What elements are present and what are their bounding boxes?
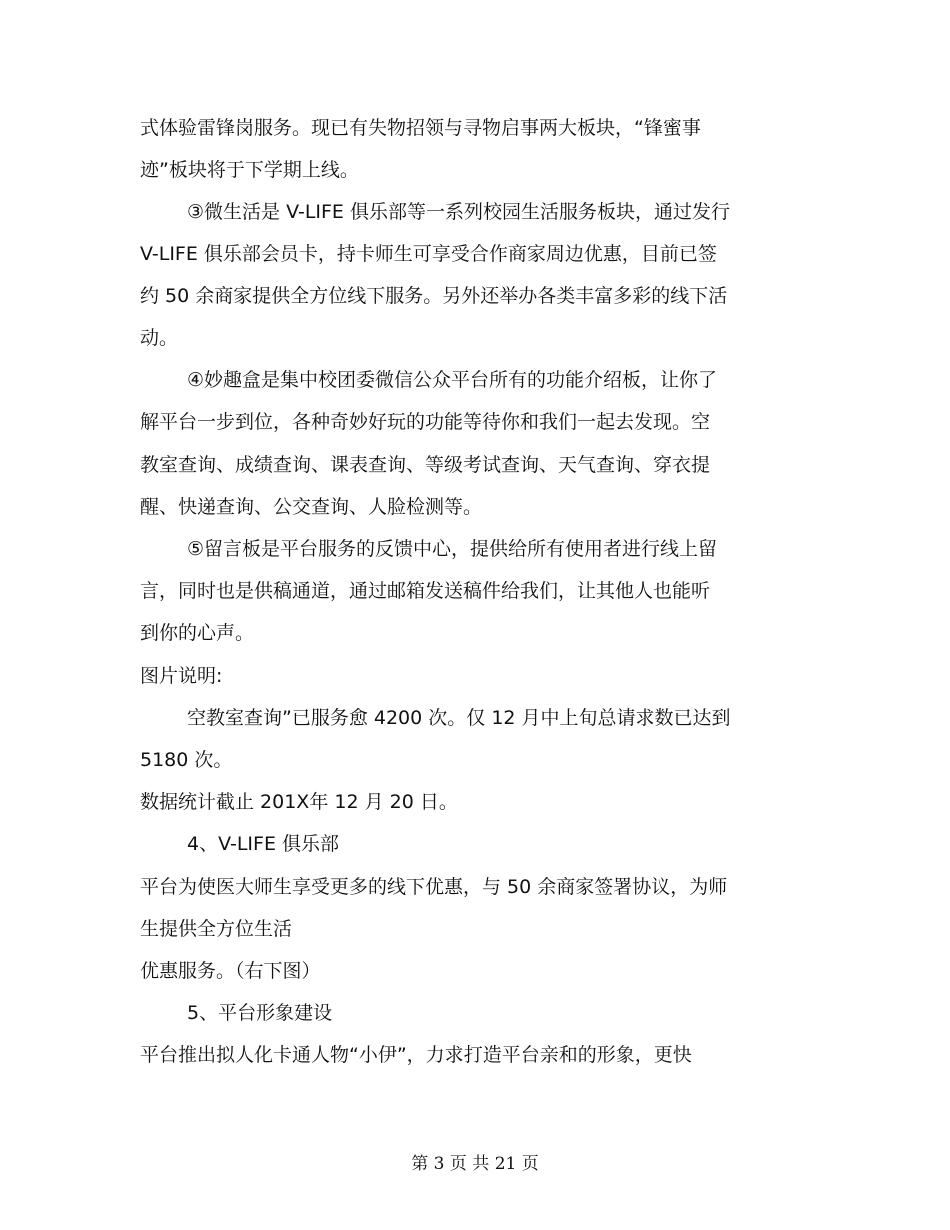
text-line: 教室查询、成绩查询、课表查询、等级考试查询、天气查询、穿衣提: [140, 454, 711, 476]
text-line: 到你的心声。: [140, 622, 255, 644]
page-number: 第 3 页 共 21 页: [411, 1154, 539, 1174]
text-line: 醒、快递查询、公交查询、人脸检测等。: [140, 496, 483, 518]
text-line: 动。: [140, 327, 179, 349]
text-line: 平台推出拟人化卡通人物“小伊”，力求打造平台亲和的形象，更快: [140, 1044, 692, 1066]
text-line: 平台为使医大师生享受更多的线下优惠，与 50 余商家签署协议，为师: [140, 876, 728, 898]
text-line: 生提供全方位生活: [140, 918, 293, 940]
text-line: 约 50 余商家提供全方位线下服务。另外还举办各类丰富多彩的线下活: [140, 285, 728, 307]
text-line: 空教室查询”已服务愈 4200 次。仅 12 月中上旬总请求数已达到: [187, 707, 731, 729]
text-line: ⑤留言板是平台服务的反馈中心，提供给所有使用者进行线上留: [187, 538, 718, 560]
text-line: V-LIFE 俱乐部会员卡，持卡师生可享受合作商家周边优惠，目前已签: [140, 243, 717, 265]
text-line: 式体验雷锋岗服务。现已有失物招领与寻物启事两大板块，“锋蜜事: [140, 117, 701, 139]
text-line: 言，同时也是供稿通道，通过邮箱发送稿件给我们，让其他人也能听: [140, 580, 711, 602]
section-heading: 4、V-LIFE 俱乐部: [187, 833, 339, 855]
text-line: 解平台一步到位，各种奇妙好玩的功能等待你和我们一起去发现。空: [140, 411, 711, 433]
text-line: 优惠服务。（右下图）: [140, 960, 321, 982]
text-line: 迹”板块将于下学期上线。: [140, 159, 359, 181]
text-line: 5180 次。: [140, 749, 233, 771]
text-line: ③微生活是 V-LIFE 俱乐部等一系列校园生活服务板块，通过发行: [187, 201, 730, 223]
text-line: 图片说明:: [140, 665, 223, 687]
section-heading: 5、平台形象建设: [187, 1002, 333, 1024]
text-line: ④妙趣盒是集中校团委微信公众平台所有的功能介绍板，让你了: [187, 369, 718, 391]
text-line: 数据统计截止 201X年 12 月 20 日。: [140, 791, 458, 813]
